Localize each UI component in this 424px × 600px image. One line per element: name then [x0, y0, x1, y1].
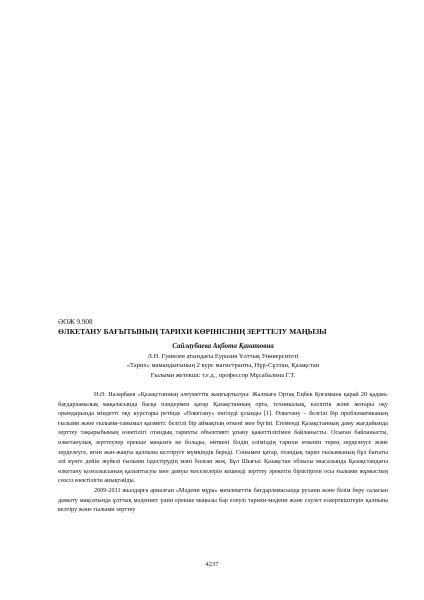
- paragraph: Н.Ә. Назарбаев «Қазақстанның әлеуметтік жаңғыртылуы: Жалпыға Ортақ Еңбек Қоғамына қарай 20 қадам» бағдарламалық мақаласында басқа пәндермен қатар Қазақстанның орта, техникалық, кәсіптік және жоғары оқу орындарында міндетті оқу курстары ретінде «Өлкетану» енгізуді ұсынды [1]. Өлкетану – белгілі бір проблематиканың ғылыми және ғылыми-танымал қызметі: белгілі бір аймақтың өткені мен бүгіні. Егеменді Қазақстанның даму жағдайында зерттеу тақырыбының өзектілігі отандық тарихты объективті ұғыну қажеттілігімен байланысты. Осыған байланысты, өлкетанулық зерттеулер ерекше маңызға ие болады, өйткені біздің еліміздің тарихи өткенін терең зерделеуге және зерделеуге, яғни жан-жақты қалпына келтіруге мүмкіндік береді. Сонымен қатар, отандық тарих ғылымының бұл бағыты әлі күнге дейін жүйелі ғылыми іздестірудің мәні болған жоқ. Бұл Шығыс Қазақстан облысы мысалында Қазақстандағы өлкетану қозғалысының қалыптасуы мен дамуы мәселелерін кешенді зерттеу әрекетін біріктірген осы ғылыми жұмыстың сөзсіз өзектілігін анықтайды.: [58, 391, 388, 485]
- paper-title: ӨЛКЕТАНУ БАҒЫТЫНЫҢ ТАРИХИ КӨРІНІСІНІҢ ЗЕРТТЕЛУ МАҢЫЗЫ: [58, 327, 327, 336]
- author-block: [58, 342, 388, 380]
- author-name: Сайлаубаева Ақбота Қанатовна: [172, 342, 274, 350]
- page-number: 4237: [205, 561, 219, 568]
- body-text: [58, 390, 388, 515]
- affiliation-line: Ғылыми жетекші: т.ғ.д., профессор Мұсабалина Г.Т.: [150, 371, 296, 379]
- udc-code: ӘОЖ 9.908: [58, 318, 93, 326]
- affiliation-line: «Тарих» мамандығының 2 курс магистранты, Нұр-Сұлтан, Қазақстан: [126, 362, 320, 370]
- affiliation-line: Л.Н. Гумилев атындағы Еуразия Ұлттық Университеті: [147, 352, 299, 360]
- paragraph: 2009-2011 жылдарға арналған «Мәдени мұра» мемлекеттік бағдарламасында рухани және білім беру саласын дамыту мақсатында ұлттық мәдениет үшін ерекше маңызы бар елеулі тарихи-мәдени және сәулет ескерткіштерін қалпына келтіру және ғылыми зерттеу: [58, 486, 388, 514]
